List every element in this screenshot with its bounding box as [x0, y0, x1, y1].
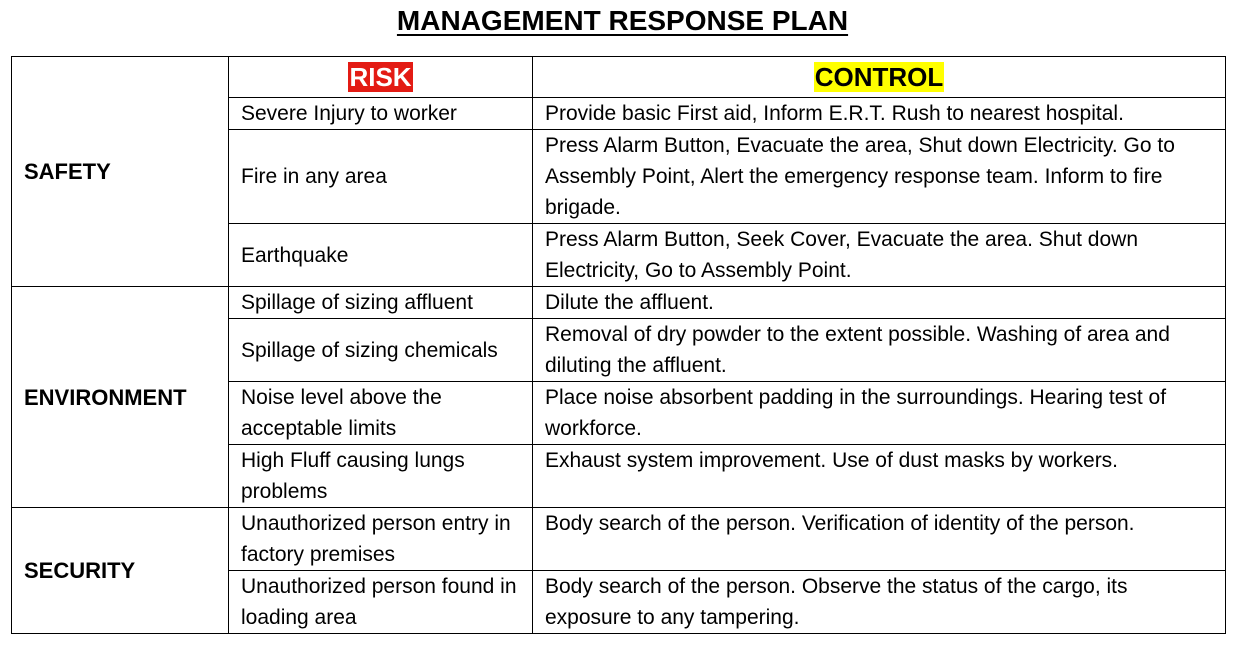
control-cell: Removal of dry powder to the extent possible. Washing of area and diluting the affluent.	[533, 319, 1226, 382]
risk-cell: Spillage of sizing affluent	[229, 287, 533, 319]
column-header-control	[533, 57, 1226, 98]
category-safety: SAFETY	[12, 57, 229, 287]
control-cell: Exhaust system improvement. Use of dust masks by workers.	[533, 445, 1226, 508]
header-row	[12, 57, 1226, 98]
control-cell: Place noise absorbent padding in the surroundings. Hearing test of workforce.	[533, 382, 1226, 445]
column-header-risk	[229, 57, 533, 98]
risk-cell: Noise level above the acceptable limits	[229, 382, 533, 445]
category-security: SECURITY	[12, 508, 229, 634]
page-title	[0, 4, 1245, 38]
page-title-text: MANAGEMENT RESPONSE PLAN	[396, 5, 849, 36]
risk-cell: Unauthorized person entry in factory premises	[229, 508, 533, 571]
risk-cell: Spillage of sizing chemicals	[229, 319, 533, 382]
control-cell: Body search of the person. Observe the status of the cargo, its exposure to any tampering.	[533, 571, 1226, 634]
risk-header-label: RISK	[349, 61, 412, 92]
table-row	[12, 508, 1226, 571]
control-cell: Press Alarm Button, Seek Cover, Evacuate the area. Shut down Electricity, Go to Assembly Point.	[533, 224, 1226, 287]
risk-cell: Severe Injury to worker	[229, 98, 533, 130]
control-cell: Provide basic First aid, Inform E.R.T. Rush to nearest hospital.	[533, 98, 1226, 130]
table-row	[12, 287, 1226, 319]
response-plan-table	[11, 56, 1226, 634]
control-header-label: CONTROL	[814, 61, 944, 92]
control-cell: Body search of the person. Verification of identity of the person.	[533, 508, 1226, 571]
risk-cell: High Fluff causing lungs problems	[229, 445, 533, 508]
risk-cell: Earthquake	[229, 224, 533, 287]
risk-cell: Unauthorized person found in loading area	[229, 571, 533, 634]
category-environment: ENVIRONMENT	[12, 287, 229, 508]
control-cell: Dilute the affluent.	[533, 287, 1226, 319]
risk-cell: Fire in any area	[229, 130, 533, 224]
control-cell: Press Alarm Button, Evacuate the area, Shut down Electricity. Go to Assembly Point, Alert the emergency response team. Inform to fire brigade.	[533, 130, 1226, 224]
